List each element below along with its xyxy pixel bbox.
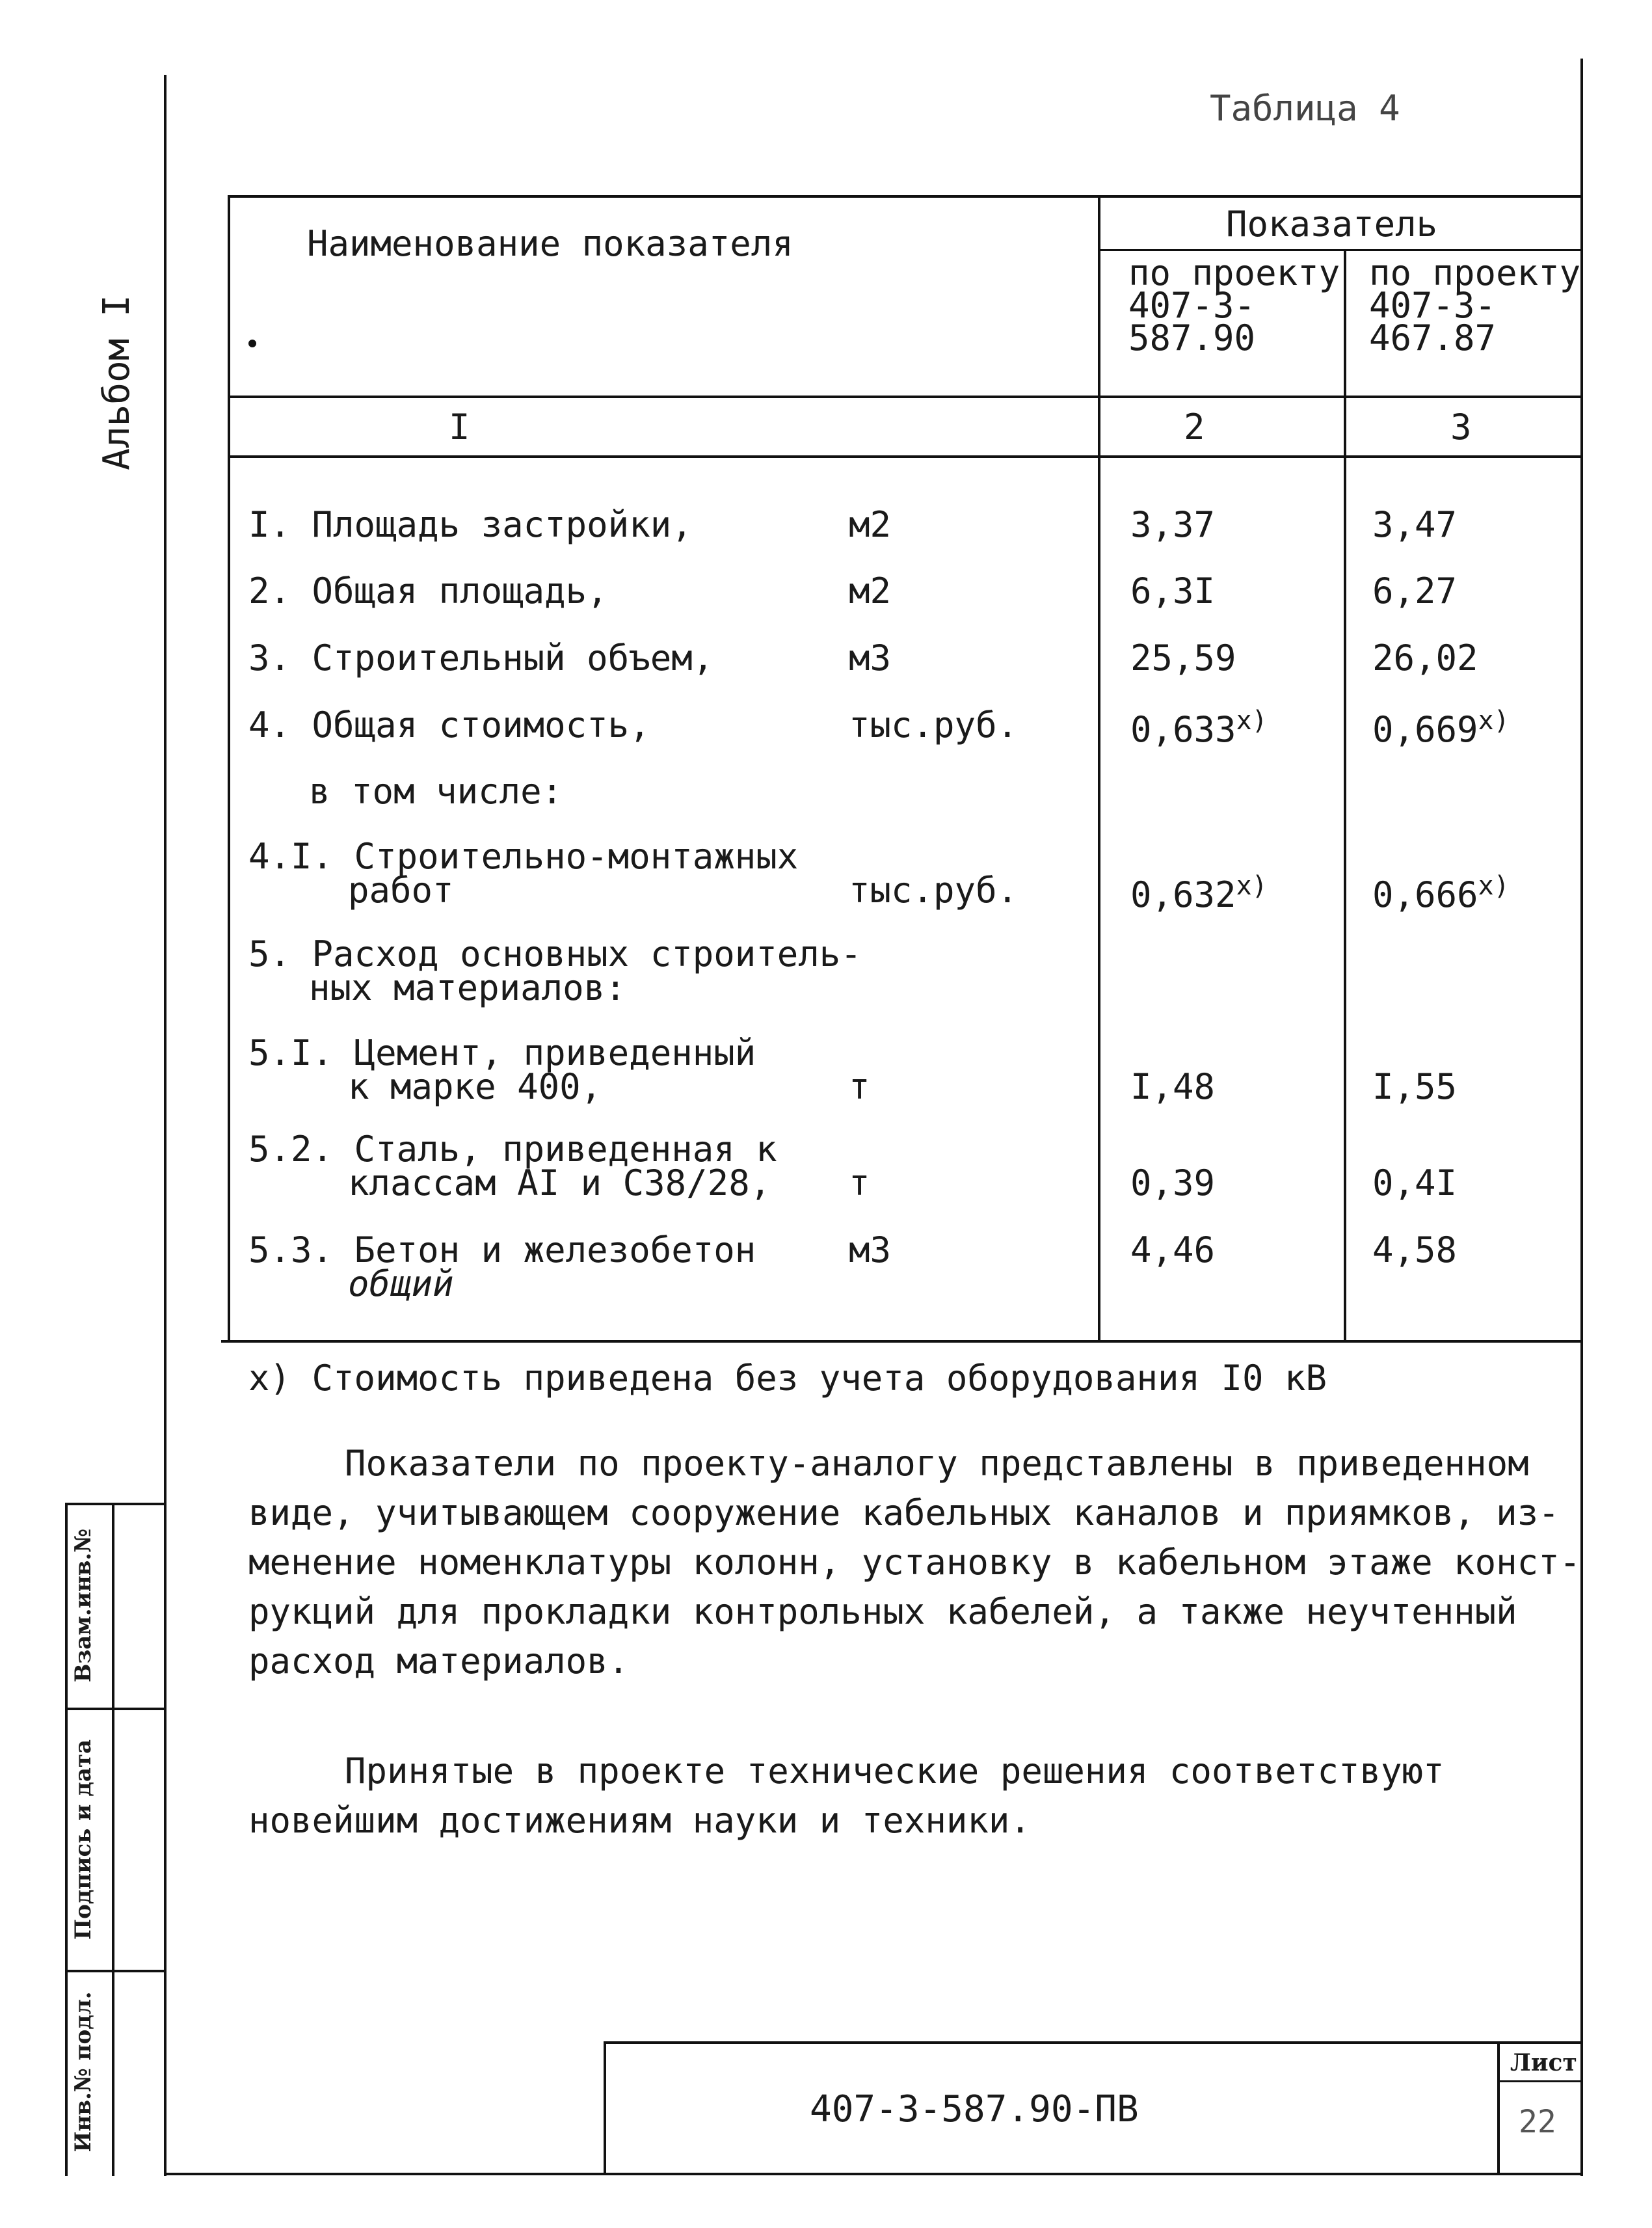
table-bottom-line [221, 1340, 1582, 1343]
row-name: 5.3. Бетон и железобетон [248, 1229, 756, 1270]
number-row-line [229, 455, 1582, 458]
row-value-col2: 0,632$^{x)}$ [1130, 871, 1268, 915]
row-unit: м2 [849, 504, 892, 545]
row-unit: т [849, 1066, 870, 1107]
row-value-col3: 6,27 [1372, 570, 1458, 611]
row-value-col2: 3,37 [1130, 504, 1216, 545]
stamp-top [65, 1503, 165, 1505]
title-block-left [604, 2041, 606, 2175]
row-name-continued: работ [348, 870, 454, 911]
right-frame-line [1580, 59, 1583, 2176]
row-unit: тыс.руб. [849, 705, 1019, 745]
col-number-3: 3 [1450, 407, 1472, 448]
col2-left-line [1098, 195, 1100, 1341]
table-left-line [228, 195, 230, 1341]
table-caption: Таблица 4 [1210, 88, 1400, 129]
stamp-podpis-label: Подпись и дата [70, 1739, 96, 1940]
footnote: x) Стоимость приведена без учета оборудования I0 кВ [248, 1358, 1327, 1399]
stamp-inv-label: Инв.№ подл. [70, 1991, 96, 2153]
title-block-top [604, 2041, 1582, 2044]
row-value-col3: 0,4I [1372, 1162, 1458, 1203]
row-name-continued: к марке 400, [348, 1066, 602, 1107]
title-block-sheet-left [1497, 2041, 1500, 2175]
left-frame-line [164, 75, 167, 2176]
doc-code: 407-3-587.90-ПВ [810, 2088, 1139, 2130]
row-value-col2: 0,633$^{x)}$ [1130, 706, 1268, 750]
row-unit: м3 [849, 1229, 892, 1270]
row-value-col2: 0,39 [1130, 1162, 1216, 1203]
row-name: в том числе: [309, 771, 563, 812]
title-block-sheet-divider [1497, 2080, 1582, 2082]
header-col2: по проекту 407-3- 587.90 [1128, 252, 1340, 358]
row-value-col3: 4,58 [1372, 1229, 1458, 1270]
row-value-col2: 4,46 [1130, 1229, 1216, 1270]
header-name: Наименование показателя [307, 223, 793, 264]
row-name: 5.I. Цемент, приведенный [248, 1032, 756, 1073]
row-name-continued: ных материалов: [309, 967, 626, 1008]
col3-left-line [1344, 249, 1346, 1341]
footnote-mark: x) [1236, 871, 1268, 901]
row-name-continued: классам AI и С38/28, [348, 1162, 771, 1203]
paragraph-conclusion: Принятые в проекте технические решения соответствуют новейшим достижениям науки и техники. [248, 1751, 1445, 1841]
row-name: 2. Общая площадь, [248, 570, 608, 611]
header-col3: по проекту 407-3- 467.87 [1369, 252, 1581, 358]
paragraph-analog: Показатели по проекту-аналогу представлены в приведенном виде, учитывающем сооружение кабельных каналов и приямков, из- менение номенклатуры колонн, установку в кабельном этаже конст- рукций для прокладки контрольных кабелей, а также неучтенный расход материалов. [248, 1443, 1581, 1682]
footnote-mark: x) [1236, 706, 1268, 736]
header-group: Показатель [1226, 204, 1438, 245]
footnote-mark: x) [1478, 706, 1510, 736]
album-label: Альбом I [96, 295, 138, 470]
row-name: 3. Строительный объем, [248, 638, 714, 678]
row-name: 5. Расход основных строитель- [248, 933, 862, 974]
sheet-label: Лист [1510, 2049, 1577, 2076]
row-name: I. Площадь застройки, [248, 504, 693, 545]
row-name-continued: общий [348, 1263, 454, 1304]
group-header-line [1099, 249, 1582, 251]
sheet-number: 22 [1519, 2104, 1556, 2140]
footnote-mark: x) [1478, 871, 1510, 901]
row-value-col3: 26,02 [1372, 638, 1478, 678]
stamp-outer-left [65, 1503, 68, 2176]
row-value-col3: 0,666$^{x)}$ [1372, 871, 1510, 915]
header-dot [248, 340, 256, 347]
row-value-col3: I,55 [1372, 1066, 1458, 1107]
row-unit: м3 [849, 638, 892, 678]
row-unit: тыс.руб. [849, 870, 1019, 911]
header-bottom-line [229, 396, 1582, 398]
row-name: 4. Общая стоимость, [248, 705, 650, 745]
col-number-2: 2 [1184, 407, 1205, 448]
table-top-line [229, 195, 1582, 198]
row-name: 5.2. Сталь, приведенная к [248, 1129, 777, 1170]
row-value-col3: 0,669$^{x)}$ [1372, 706, 1510, 750]
stamp-divider-2 [65, 1970, 165, 1972]
row-value-col3: 3,47 [1372, 504, 1458, 545]
col-number-1: I [449, 407, 470, 448]
row-value-col2: I,48 [1130, 1066, 1216, 1107]
row-value-col2: 6,3I [1130, 570, 1216, 611]
row-unit: м2 [849, 570, 892, 611]
stamp-inner-left [112, 1503, 114, 2176]
row-unit: т [849, 1162, 870, 1203]
row-value-col2: 25,59 [1130, 638, 1236, 678]
stamp-vzam-label: Взам.инв.№ [70, 1528, 96, 1683]
row-name: 4.I. Строительно-монтажных [248, 836, 799, 877]
stamp-divider-1 [65, 1708, 165, 1710]
bottom-frame-line [164, 2173, 1583, 2175]
